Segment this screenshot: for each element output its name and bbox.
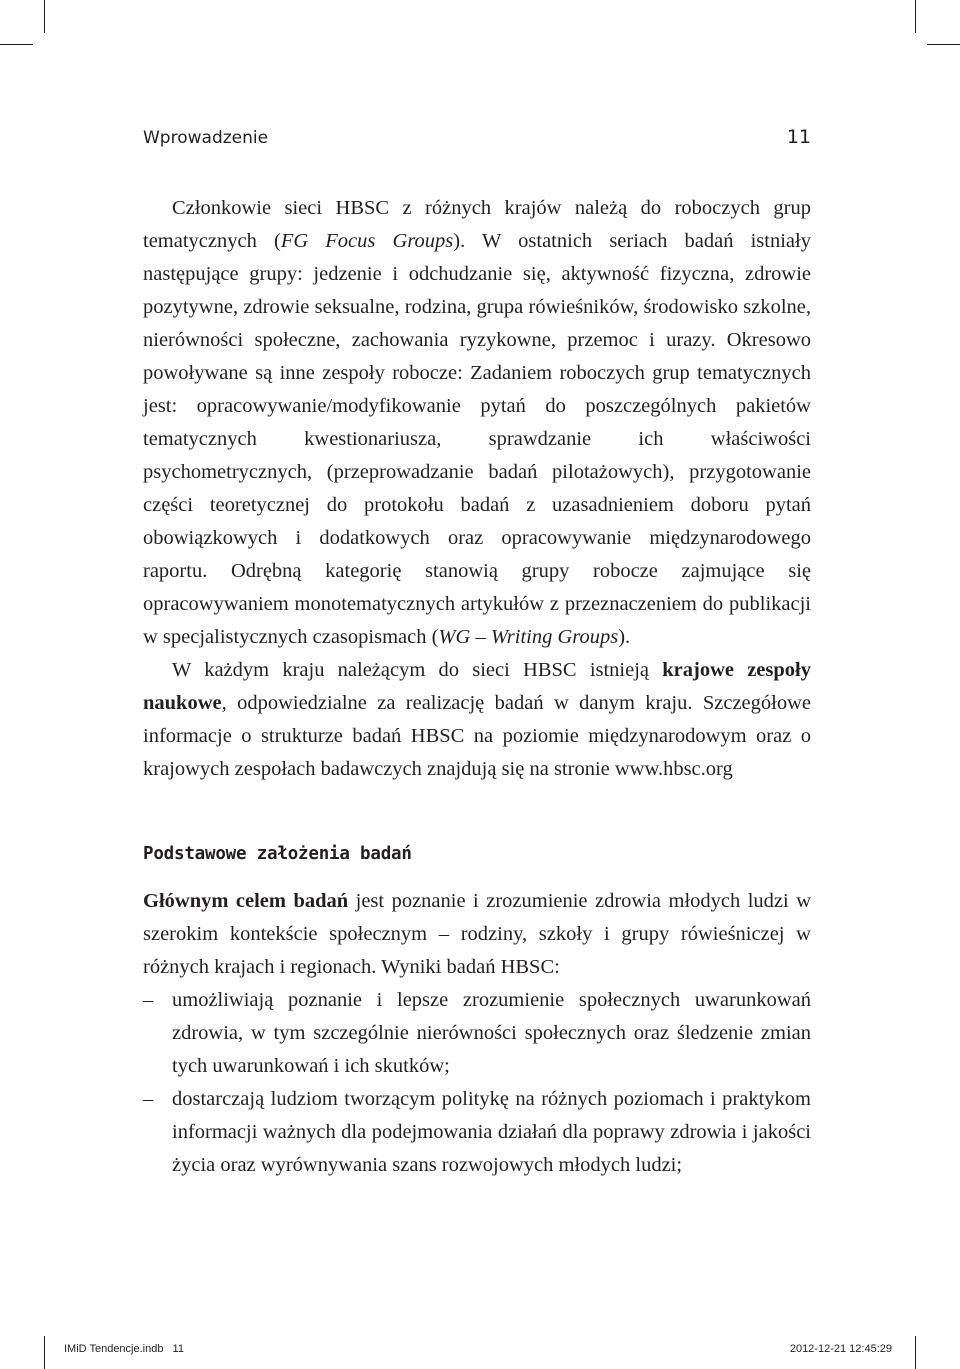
section-intro <box>143 885 811 984</box>
crop-mark <box>44 0 45 33</box>
text-run: ). <box>618 626 631 648</box>
footer-time: 12:45:29 <box>849 1343 892 1355</box>
page-number: 11 <box>786 126 811 148</box>
paragraph <box>143 192 811 654</box>
footer-page: 11 <box>172 1343 184 1355</box>
crop-mark <box>927 44 960 45</box>
bullet-text: umożliwiają poznanie i lepsze zrozumienie społecznych uwarunkowań zdrowia, w tym szczególnie nierówności społecznych oraz śledzenie zmian tych uwarunkowań i ich skutków; <box>172 989 811 1077</box>
bullet-dash: – <box>143 1088 154 1110</box>
text-run: jest poznanie i zrozumienie zdrowia młodych ludzi w szerokim kontekście społecznym – rodziny, szkoły i grupy rówieśniczej w różnych krajach i regionach. Wyniki badań HBSC: <box>143 890 811 978</box>
crop-mark <box>44 1336 45 1369</box>
print-footer <box>64 1343 892 1355</box>
crop-mark <box>915 0 916 33</box>
emphasis-italic: WG – Writing Groups <box>438 626 619 648</box>
crop-mark <box>0 44 33 45</box>
crop-mark <box>915 1336 916 1369</box>
text-run: W każdym kraju należącym do sieci HBSC istnieją <box>172 659 663 681</box>
bullet-list <box>143 984 811 1182</box>
emphasis-bold: krajowe zespoły naukowe <box>143 659 811 714</box>
running-head <box>143 126 811 148</box>
section-heading: Podstawowe założenia badań <box>143 844 412 864</box>
footer-date: 2012-12-21 <box>789 1343 847 1355</box>
text-run: , odpowiedzialne za realizację badań w danym kraju. Szczegółowe informacje o strukturze badań HBSC na poziomie międzynarodowym oraz o krajowych zespołach badawczych znajdują się na stronie www.hbsc.org <box>143 692 811 780</box>
bullet-item <box>143 1083 811 1182</box>
emphasis-bold: Głównym celem badań <box>143 890 349 912</box>
paragraph <box>143 654 811 786</box>
bullet-item <box>143 984 811 1083</box>
emphasis-italic: FG Focus Groups <box>280 230 454 252</box>
bullet-dash: – <box>143 989 154 1011</box>
section-body <box>143 885 811 1182</box>
bullet-text: dostarczają ludziom tworzącym politykę na różnych poziomach i praktykom informacji ważnych dla podejmowania działań dla poprawy zdrowia i jakości życia oraz wyrównywania szans rozwojowych młodych ludzi; <box>172 1088 811 1176</box>
footer-file: IMiD Tendencje.indb <box>64 1343 164 1355</box>
chapter-title: Wprowadzenie <box>143 128 269 148</box>
text-run: ). W ostatnich seriach badań istniały następujące grupy: jedzenie i odchudzanie się, aktywność fizyczna, zdrowie pozytywne, zdrowie seksualne, rodzina, grupa rówieśników, środowisko szkolne, nierówności społeczne, zachowania ryzykowne, przemoc i urazy. Okresowo powoływane są inne zespoły robocze: Zadaniem roboczych grup tematycznych jest: opracowywanie/modyfikowanie pytań do poszczególnych pakietów tematycznych kwestionariusza, sprawdzanie ich właściwości psychometrycznych, (przeprowadzanie badań pilotażowych), przygotowanie części teoretycznej do protokołu badań z uzasadnieniem doboru pytań obowiązkowych i dodatkowych oraz opracowywanie międzynarodowego raportu. Odrębną kategorię stanowią grupy robocze zajmujące się opracowywaniem monotematycznych artykułów z przeznaczeniem do publikacji w specjalistycznych czasopismach ( <box>143 230 811 648</box>
text-run: Członkowie sieci HBSC z różnych krajów należą do roboczych grup tematycznych ( <box>143 197 811 252</box>
body-paragraphs <box>143 192 811 786</box>
